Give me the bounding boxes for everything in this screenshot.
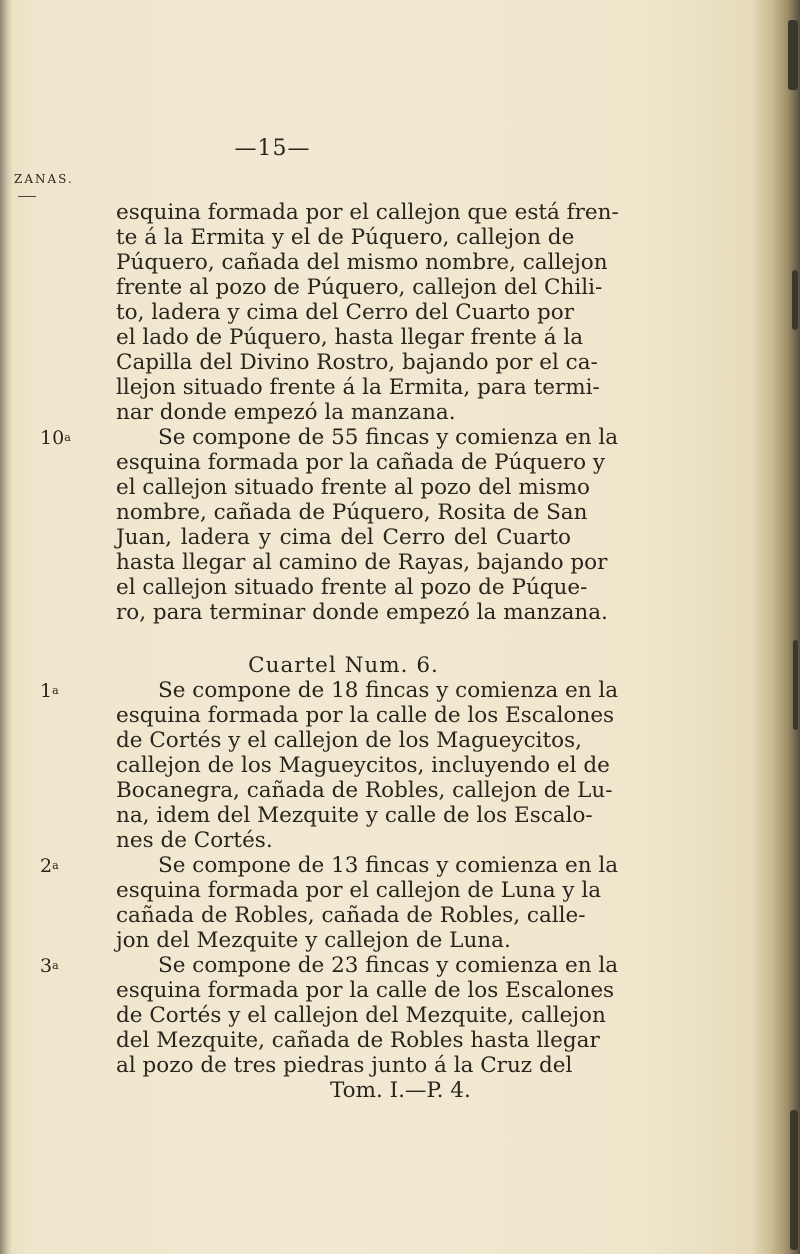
book-spine-edge [752,0,800,1254]
text-line: de Cortés y el callejon del Mezquite, callejon [116,1003,606,1028]
text-line: Capilla del Divino Rostro, bajando por el ca- [116,350,598,375]
text-line: esquina formada por la calle de los Escalones [116,703,615,728]
spine-mark [793,640,798,730]
text-line: ro, para terminar donde empezó la manzana. [116,600,608,625]
marginal-number: 2$^a$ [40,855,59,877]
text-line: del Mezquite, cañada de Robles hasta llegar [116,1028,600,1053]
text-line: esquina formada por el callejon de Luna y la [116,878,602,903]
running-head: ZANAS. [14,172,74,186]
text-line: Juan, ladera y cima del Cerro del Cuarto [116,525,571,550]
section-heading: Cuartel Num. 6. [248,653,439,678]
marginal-number: 1$^a$ [40,680,59,702]
text-line: te á la Ermita y el de Púquero, callejon de [116,225,575,250]
text-line: Bocanegra, cañada de Robles, callejon de Lu- [116,778,613,803]
text-line: to, ladera y cima del Cerro del Cuarto por [116,300,574,325]
text-line: el callejon situado frente al pozo de Púque- [116,575,588,600]
text-line: Se compone de 18 fincas y comienza en la [158,678,619,703]
text-line: al pozo de tres piedras junto á la Cruz del [116,1053,573,1078]
spine-mark [790,1110,798,1250]
spine-mark [792,270,798,330]
text-line: frente al pozo de Púquero, callejon del Chili- [116,275,603,300]
text-line: nar donde empezó la manzana. [116,400,456,425]
signature-mark: Tom. I.—P. 4. [330,1078,471,1103]
text-line: Se compone de 13 fincas y comienza en la [158,853,619,878]
text-line: callejon de los Magueycitos, incluyendo el de [116,753,610,778]
text-line: de Cortés y el callejon de los Magueycitos, [116,728,582,753]
marginal-number: 10$^a$ [40,427,71,449]
page-left-edge [0,0,12,1254]
text-line: Se compone de 55 fincas y comienza en la [158,425,619,450]
text-line: Se compone de 23 fincas y comienza en la [158,953,619,978]
text-line: nombre, cañada de Púquero, Rosita de San [116,500,588,525]
text-line: Púquero, cañada del mismo nombre, callejon [116,250,608,275]
text-line: esquina formada por el callejon que está fren- [116,200,619,225]
spine-mark [788,20,798,90]
section-dash [18,196,36,197]
text-line: hasta llegar al camino de Rayas, bajando por [116,550,608,575]
marginal-number: 3$^a$ [40,955,59,977]
text-line: el lado de Púquero, hasta llegar frente á la [116,325,584,350]
text-line: esquina formada por la calle de los Escalones [116,978,615,1003]
text-line: jon del Mezquite y callejon de Luna. [116,928,511,953]
text-line: el callejon situado frente al pozo del mismo [116,475,590,500]
text-line: esquina formada por la cañada de Púquero y [116,450,605,475]
page-number: —15— [234,136,311,161]
text-line: nes de Cortés. [116,828,273,853]
text-line: llejon situado frente á la Ermita, para termi- [116,375,600,400]
text-line: cañada de Robles, cañada de Robles, calle- [116,903,586,928]
text-line: na, idem del Mezquite y calle de los Escalo- [116,803,593,828]
